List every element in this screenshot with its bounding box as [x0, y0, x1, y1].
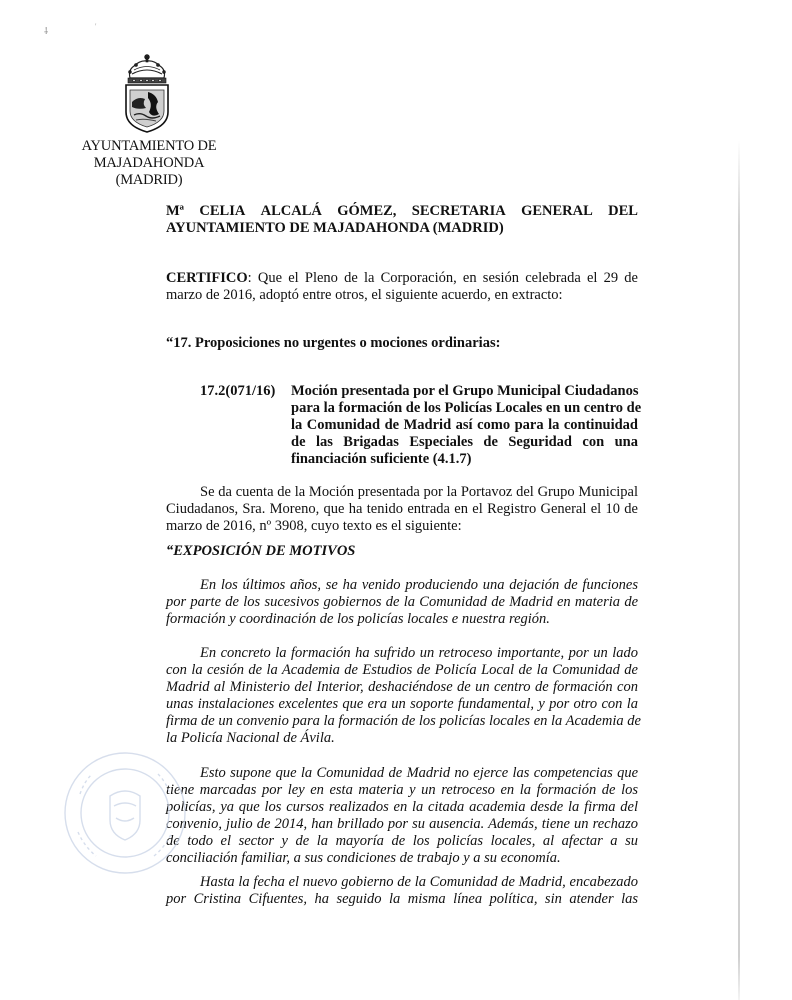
certifico-paragraph	[166, 270, 638, 304]
org-name-line1: AYUNTAMIENTO DE	[81, 138, 217, 154]
certifico-text: : Que el Pleno de la Corporación, en sesión celebrada el 29 de marzo de 2016, adoptó entre otros, el siguiente acuerdo, en extracto:	[166, 270, 638, 303]
paragraph-line: En concreto la formación ha sufrido un retroceso importante, por un lado	[200, 645, 638, 661]
motion-title-line: de las Brigadas Especiales de Seguridad con una	[291, 434, 638, 450]
paragraph-line: por Cristina Cifuentes, ha seguido la misma línea política, sin atender las	[166, 891, 638, 907]
signatory-heading	[166, 203, 638, 237]
paragraph-line: firma de un convenio para la formación de los policías locales en la Academia de	[166, 713, 641, 729]
motive-paragraph-4	[166, 874, 638, 908]
motion-title	[291, 383, 642, 468]
organization-header	[60, 138, 238, 189]
signatory-word: SECRETARIA	[411, 203, 506, 219]
paragraph-line: En los últimos años, se ha venido produciendo una dejación de funciones	[200, 577, 638, 593]
motion-title-line: para la formación de los Policías Locales en un centro de	[291, 400, 642, 416]
municipal-crest-icon	[118, 52, 176, 134]
motion-title-line: Moción presentada por el Grupo Municipal Ciudadanos	[291, 383, 639, 399]
certifico-label: CERTIFICO	[166, 270, 248, 286]
agenda-item-heading: “17. Proposiciones no urgentes o mociones ordinarias:	[166, 335, 501, 351]
intro-line: Se da cuenta de la Moción presentada por la Portavoz del Grupo Municipal	[200, 484, 638, 500]
paragraph-line: convenio, julio de 2014, han brillado por su ausencia. Además, tiene un rechazo	[166, 816, 638, 832]
paragraph-line: formación y coordinación de los policías locales e nuestra región.	[166, 611, 550, 627]
signatory-word: CELIA	[199, 203, 246, 219]
paragraph-line: policías, ya que los cursos realizados en la citada academia desde la firma del	[166, 799, 638, 815]
motion-number: 17.2(071/16)	[200, 383, 276, 399]
exposicion-heading: “EXPOSICIÓN DE MOTIVOS	[166, 543, 356, 559]
intro-line: marzo de 2016, nº 3908, cuyo texto es el siguiente:	[166, 518, 462, 534]
paragraph-line: Hasta la fecha el nuevo gobierno de la Comunidad de Madrid, encabezado	[200, 874, 638, 890]
signatory-word: GENERAL	[521, 203, 593, 219]
paragraph-line: con la cesión de la Academia de Estudios de Policía Local de la Comunidad de	[166, 662, 638, 678]
intro-paragraph	[166, 484, 638, 535]
scan-mark-small: '	[95, 22, 97, 31]
paragraph-line: tiene marcadas por ley en esta materia y un retroceso en la formación de los	[166, 782, 638, 798]
org-name-line2: MAJADAHONDA	[93, 155, 205, 171]
signatory-word: ALCALÁ	[260, 203, 322, 219]
scan-mark: ⸸	[44, 26, 49, 36]
paragraph-line: unas instalaciones excelentes que era un soporte fundamental, y por otro con la	[166, 696, 638, 712]
paragraph-line: conciliación familiar, a sus condiciones de trabajo y a su economía.	[166, 850, 561, 866]
paragraph-line: Madrid al Ministerio del Interior, deshaciéndose de un centro de formación con	[166, 679, 638, 695]
motion-title-line: la Comunidad de Madrid así como para la continuidad	[291, 417, 638, 433]
official-stamp-icon	[60, 748, 190, 878]
page-edge-shadow	[738, 140, 740, 1000]
signatory-word: GÓMEZ,	[337, 203, 397, 219]
motive-paragraph-2	[166, 645, 641, 747]
paragraph-line: Esto supone que la Comunidad de Madrid no ejerce las competencias que	[200, 765, 638, 781]
signatory-line1	[166, 203, 638, 220]
signatory-word: DEL	[608, 203, 638, 219]
org-name-line3: (MADRID)	[115, 172, 183, 188]
signatory-word: Mª	[166, 203, 185, 219]
paragraph-line: por parte de los sucesivos gobiernos de la Comunidad de Madrid en materia de	[166, 594, 638, 610]
signatory-line2: AYUNTAMIENTO DE MAJADAHONDA (MADRID)	[166, 220, 504, 236]
motion-title-line: financiación suficiente (4.1.7)	[291, 451, 472, 467]
intro-line: Ciudadanos, Sra. Moreno, que ha tenido entrada en el Registro General el 10 de	[166, 501, 638, 517]
paragraph-line: la Policía Nacional de Ávila.	[166, 730, 335, 746]
paragraph-line: de todo el sector y de la mayoría de los policías locales, al afectar a su	[166, 833, 638, 849]
motive-paragraph-1	[166, 577, 638, 628]
motive-paragraph-3	[166, 765, 638, 867]
